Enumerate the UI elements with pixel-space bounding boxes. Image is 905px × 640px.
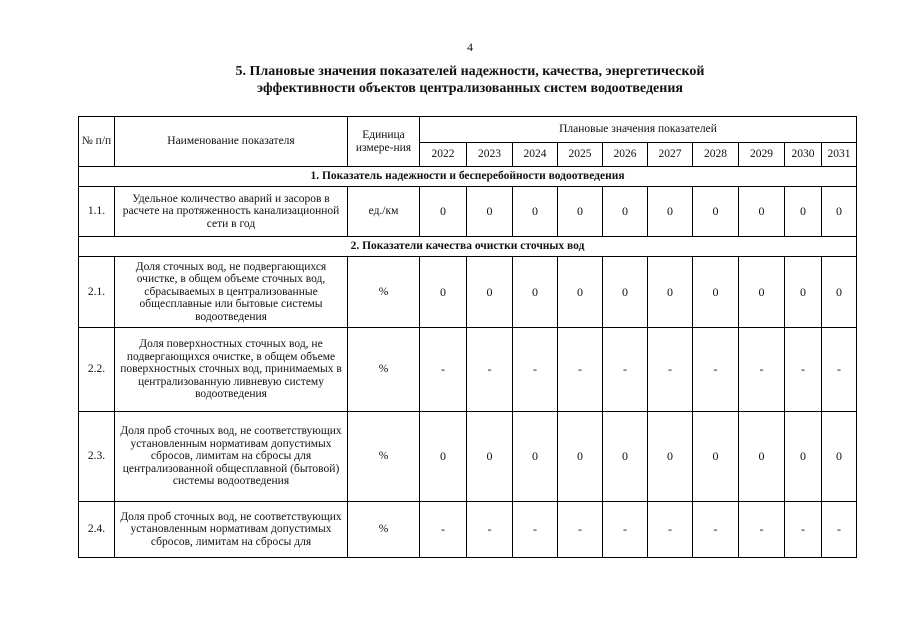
year-header: 2023 [467,143,513,167]
year-header: 2029 [739,143,785,167]
year-header: 2027 [648,143,693,167]
value-cell: 0 [513,412,558,502]
indicator-name: Доля поверхностных сточных вод, не подвергающихся очистке, в общем объеме поверхностных сточных вод, принимаемых в централизованную ливневую систему водоотведения [115,328,348,412]
value-cell: 0 [785,412,822,502]
value-cell: 0 [693,257,739,328]
value-cell: 0 [693,412,739,502]
section-title: 2. Показатели качества очистки сточных вод [79,237,857,257]
year-header: 2028 [693,143,739,167]
value-cell: 0 [822,257,857,328]
value-cell: - [739,502,785,558]
year-header: 2024 [513,143,558,167]
value-cell: 0 [739,257,785,328]
value-cell: 0 [648,187,693,237]
page-number: 4 [467,40,473,54]
value-cell: - [648,502,693,558]
header-row-top [79,117,857,143]
value-cell: 0 [739,187,785,237]
table-row [79,328,857,412]
header-name: Наименование показателя [115,117,348,167]
value-cell: 0 [785,257,822,328]
value-cell: - [822,502,857,558]
value-cell: 0 [648,257,693,328]
header-plan-values: Плановые значения показателей [420,117,857,143]
unit-cell: % [348,328,420,412]
row-number: 2.2. [79,328,115,412]
document-title [0,63,905,97]
value-cell: 0 [420,257,467,328]
value-cell: 0 [467,412,513,502]
value-cell: - [558,502,603,558]
value-cell: - [513,328,558,412]
table-row [79,502,857,558]
value-cell: 0 [739,412,785,502]
value-cell: 0 [693,187,739,237]
header-unit: Единица измере-ния [348,117,420,167]
value-cell: 0 [785,187,822,237]
value-cell: 0 [603,187,648,237]
year-header: 2031 [822,143,857,167]
row-number: 2.1. [79,257,115,328]
section-row [79,167,857,187]
value-cell: 0 [467,187,513,237]
indicators-table [78,116,857,558]
value-cell: 0 [558,257,603,328]
value-cell: 0 [420,187,467,237]
value-cell: - [558,328,603,412]
value-cell: 0 [467,257,513,328]
year-header: 2025 [558,143,603,167]
value-cell: 0 [420,412,467,502]
section-row [79,237,857,257]
unit-cell: % [348,257,420,328]
value-cell: - [603,502,648,558]
value-cell: 0 [558,412,603,502]
year-header: 2022 [420,143,467,167]
row-number: 2.4. [79,502,115,558]
title-line-2: эффективности объектов централизованных систем водоотведения [257,81,683,96]
value-cell: 0 [513,187,558,237]
unit-cell: % [348,412,420,502]
value-cell: - [739,328,785,412]
value-cell: - [785,328,822,412]
value-cell: 0 [513,257,558,328]
value-cell: - [420,502,467,558]
title-line-1: 5. Плановые значения показателей надежности, качества, энергетической [235,64,705,79]
value-cell: 0 [822,187,857,237]
table-row [79,412,857,502]
indicator-name: Удельное количество аварий и засоров в расчете на протяженность канализационной сети в год [115,187,348,237]
value-cell: - [467,328,513,412]
value-cell: 0 [558,187,603,237]
indicator-name: Доля сточных вод, не подвергающихся очистке, в общем объеме сточных вод, сбрасываемых в централизованные общесплавные или бытовые системы водоотведения [115,257,348,328]
header-num: № п/п [79,117,115,167]
unit-cell: % [348,502,420,558]
section-title: 1. Показатель надежности и бесперебойности водоотведения [79,167,857,187]
value-cell: - [420,328,467,412]
unit-cell: ед./км [348,187,420,237]
row-number: 1.1. [79,187,115,237]
table-row [79,257,857,328]
indicator-name: Доля проб сточных вод, не соответствующих установленным нормативам допустимых сбросов, лимитам на сбросы для централизованной общесплавной (бытовой) системы водоотведения [115,412,348,502]
value-cell: 0 [648,412,693,502]
value-cell: 0 [822,412,857,502]
value-cell: - [513,502,558,558]
year-header: 2026 [603,143,648,167]
value-cell: - [785,502,822,558]
row-number: 2.3. [79,412,115,502]
value-cell: - [648,328,693,412]
value-cell: - [467,502,513,558]
indicator-name: Доля проб сточных вод, не соответствующих установленным нормативам допустимых сбросов, лимитам на сбросы для [115,502,348,558]
value-cell: 0 [603,257,648,328]
value-cell: - [822,328,857,412]
value-cell: - [693,502,739,558]
table-row [79,187,857,237]
value-cell: - [693,328,739,412]
value-cell: 0 [603,412,648,502]
year-header: 2030 [785,143,822,167]
value-cell: - [603,328,648,412]
